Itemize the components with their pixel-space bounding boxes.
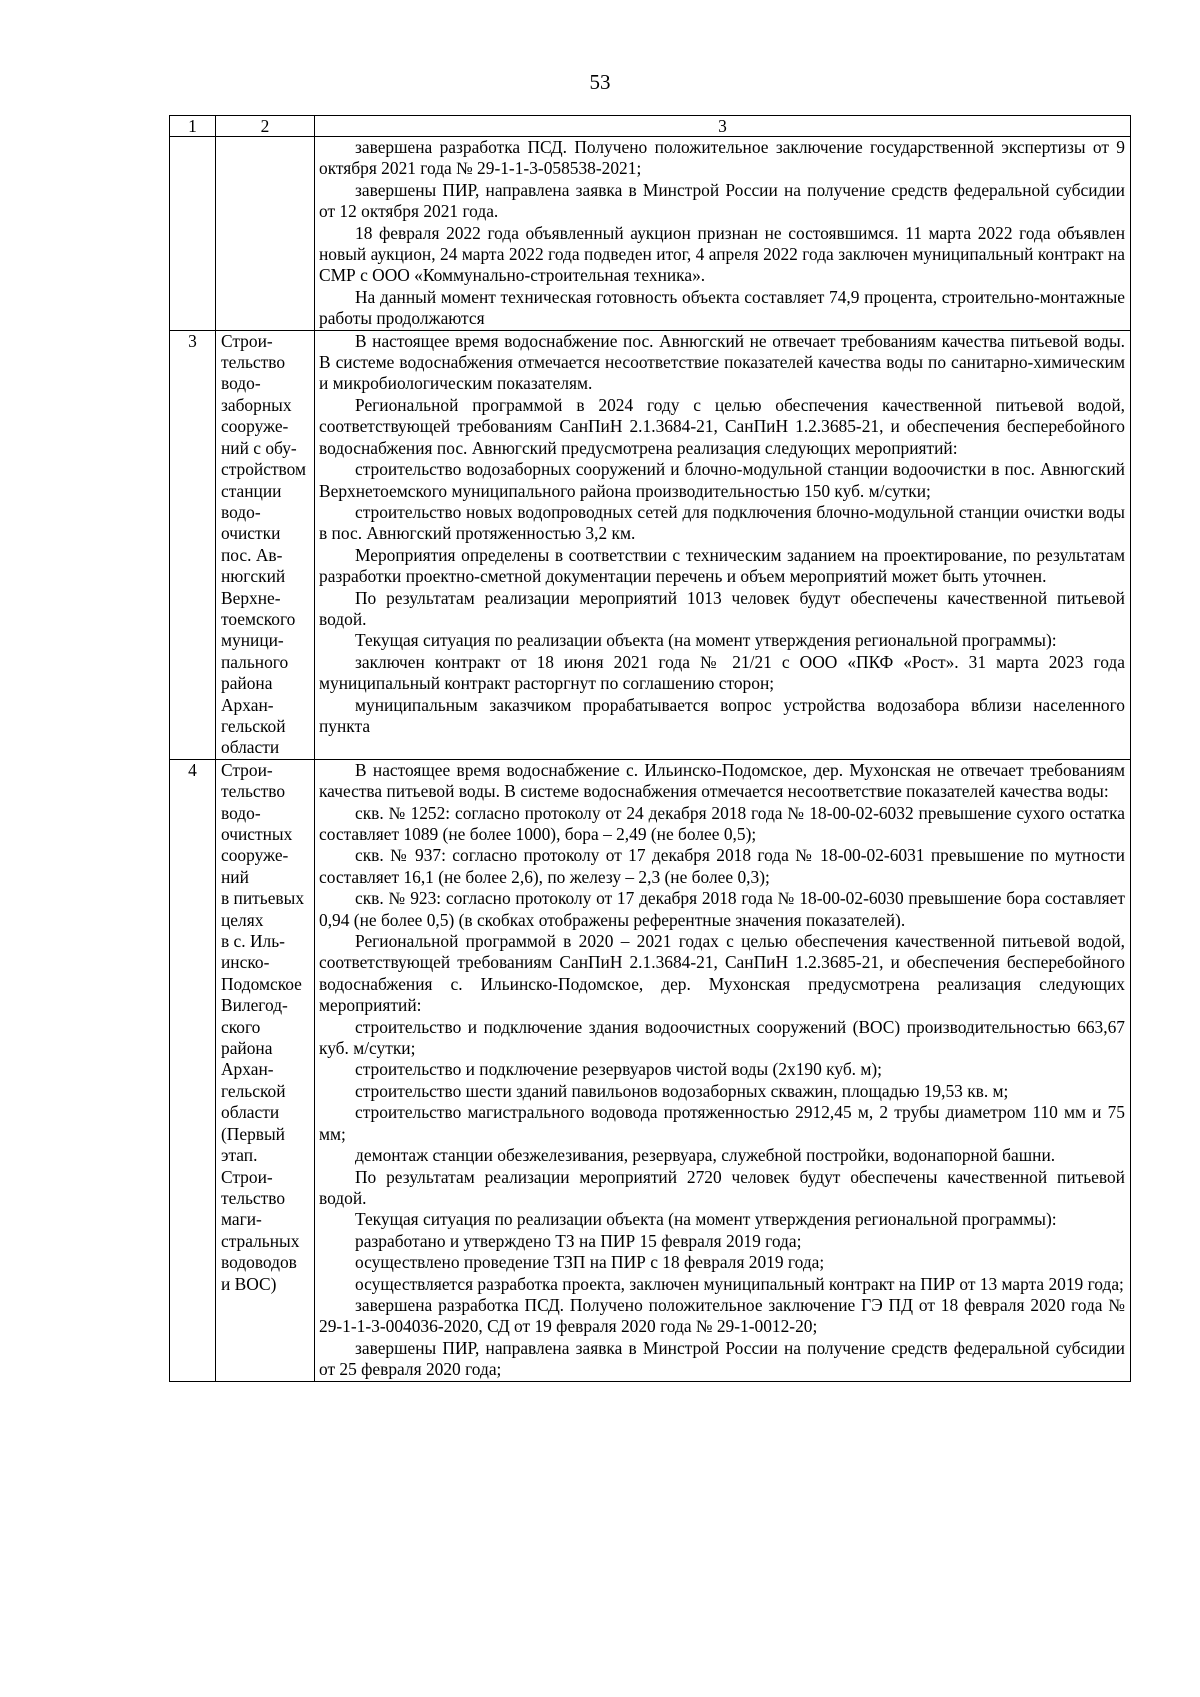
- table-row: [170, 137, 1131, 331]
- object-name-line: Строи-: [221, 330, 273, 351]
- object-name-line: ского: [221, 1016, 261, 1037]
- description-paragraph: В настоящее время водоснабжение пос. Авнюгский не отвечает требованиям качества питьевой воды. В системе водоснабжения отмечается несоответствие показателей качества воды по санитарно-химическим и микробиологическим показателям.: [319, 330, 1125, 394]
- table-row: [170, 759, 1131, 1381]
- object-name-line: в питьевых: [221, 888, 305, 909]
- header-cell-1: 1: [170, 116, 216, 137]
- object-name-line: и ВОС): [221, 1273, 277, 1294]
- description-cell: [315, 137, 1131, 331]
- description-paragraph: скв. № 1252: согласно протоколу от 24 декабря 2018 года № 18-00-02-6032 превышение сухого остатка составляет 1089 (не более 1000), бора – 2,49 (не более 0,5);: [319, 802, 1125, 844]
- object-name-line: тельство: [221, 352, 286, 373]
- header-cell-2: 2: [216, 116, 315, 137]
- description-paragraph: По результатам реализации мероприятий 2720 человек будут обеспечены качественной питьевой водой.: [319, 1166, 1125, 1208]
- object-name-line: целях: [221, 909, 264, 930]
- object-name-line: нюгский: [221, 566, 286, 587]
- object-name-line: в с. Иль-: [221, 931, 285, 952]
- description-paragraph: 18 февраля 2022 года объявленный аукцион признан не состоявшимся. 11 марта 2022 года объявлен новый аукцион, 24 марта 2022 года подведен итог, 4 апреля 2022 года заключен муниципальный контракт на СМР с ООО «Коммунально-строительная техника».: [319, 222, 1125, 286]
- description-paragraph: В настоящее время водоснабжение с. Ильинско-Подомское, дер. Мухонская не отвечает требованиям качества питьевой воды. В системе водоснабжения отмечается несоответствие показателей качества воды:: [319, 759, 1125, 802]
- object-name-line: тельство: [221, 1187, 286, 1208]
- object-name-line: водо-: [221, 802, 261, 823]
- description-paragraph: муниципальным заказчиком прорабатывается вопрос устройства водозабора вблизи населенного пункта: [319, 694, 1125, 736]
- description-paragraph: осуществлено проведение ТЗП на ПИР с 18 февраля 2019 года;: [355, 1252, 825, 1273]
- table-body: [170, 137, 1131, 1382]
- object-name-line: водо-: [221, 501, 261, 522]
- description-paragraph: завершена разработка ПСД. Получено положительное заключение ГЭ ПД от 18 февраля 2020 года № 29-1-1-3-004036-2020, СД от 19 февраля 2020 года № 29-1-0012-20;: [319, 1294, 1125, 1337]
- object-name-line: Строи-: [221, 759, 273, 780]
- description-paragraph: строительство магистрального водовода протяженностью 2912,45 м, 2 трубы диаметром 110 мм и 75 мм;: [319, 1102, 1125, 1144]
- description-paragraph: Мероприятия определены в соответствии с техническим заданием на проектирование, по результатам разработки проектно-сметной документации перечень и объем мероприятий может быть уточнен.: [319, 544, 1125, 587]
- object-name-line: этап.: [221, 1145, 258, 1166]
- description-paragraph: По результатам реализации мероприятий 1013 человек будут обеспечены качественной питьевой водой.: [319, 587, 1125, 629]
- description-paragraph: строительство шести зданий павильонов водозаборных скважин, площадью 19,53 кв. м;: [355, 1080, 1009, 1101]
- object-name-line: Строи-: [221, 1166, 273, 1187]
- object-name-line: маги-: [221, 1209, 262, 1230]
- object-name-line: муници-: [221, 630, 284, 651]
- object-name-line: очистки: [221, 523, 281, 544]
- description-paragraph: заключен контракт от 18 июня 2021 года № 21/21 с ООО «ПКФ «Рост». 31 марта 2023 года муниципальный контракт расторгнут по соглашению сторон;: [319, 651, 1125, 694]
- description-paragraph: строительство водозаборных сооружений и блочно-модульной станции водоочистки в пос. Авнюгский Верхнетоемского муниципального района производительностью 150 куб. м/сутки;: [319, 459, 1125, 501]
- page-number: 53: [589, 70, 611, 94]
- object-name-cell: [216, 330, 315, 759]
- object-name-line: Архан-: [221, 1059, 274, 1080]
- description-paragraph: скв. № 923: согласно протоколу от 17 декабря 2018 года № 18-00-02-6030 превышение бора составляет 0,94 (не более 0,5) (в скобках отображены референтные значения показателей).: [319, 888, 1125, 930]
- table-header-row: [170, 116, 1131, 137]
- object-name-line: сооруже-: [221, 845, 289, 866]
- table-row: [170, 330, 1131, 759]
- description-paragraph: строительство и подключение резервуаров чистой воды (2х190 куб. м);: [355, 1059, 882, 1080]
- object-name-line: водо-: [221, 373, 261, 394]
- object-name-line: Верхне-: [221, 587, 281, 608]
- description-paragraph: разработано и утверждено ТЗ на ПИР 15 февраля 2019 года;: [355, 1230, 802, 1251]
- object-name-line: тельство: [221, 781, 286, 802]
- object-name-line: стральных: [221, 1230, 300, 1251]
- object-name-line: сооруже-: [221, 416, 289, 437]
- object-name-line: тоемского: [221, 608, 296, 629]
- object-name-line: водоводов: [221, 1252, 297, 1273]
- description-paragraph: демонтаж станции обезжелезивания, резервуара, служебной постройки, водонапорной башни.: [355, 1145, 1056, 1166]
- object-name-line: инско-: [221, 952, 270, 973]
- row-number: [170, 137, 216, 331]
- object-name-cell: [216, 137, 315, 331]
- object-name-line: пос. Ав-: [221, 544, 283, 565]
- object-name-line: гельской: [221, 715, 286, 736]
- object-name-line: ний: [221, 866, 249, 887]
- program-table: [169, 115, 1131, 1382]
- object-name-line: района: [221, 1038, 273, 1059]
- description-paragraph: Региональной программой в 2020 – 2021 годах с целью обеспечения качественной питьевой водой, соответствующей требованиям СанПиН 2.1.3684-21, СанПиН 1.2.3685-21, и обеспечения бесперебойного водоснабжения с. Ильинско-Подомское, дер. Мухонская предусмотрена реализация следующих мероприятий:: [319, 931, 1125, 1016]
- description-paragraph: скв. № 937: согласно протоколу от 17 декабря 2018 года № 18-00-02-6031 превышение по мутности составляет 16,1 (не более 2,6), по железу – 2,3 (не более 0,3);: [319, 845, 1125, 887]
- description-paragraph: Региональной программой в 2024 году с целью обеспечения качественной питьевой водой, соответствующей требованиям СанПиН 2.1.3684-21, СанПиН 1.2.3685-21, и обеспечения бесперебойного водоснабжения пос. Авнюгский предусмотрена реализация следующих мероприятий:: [319, 394, 1125, 458]
- header-cell-3: 3: [315, 116, 1131, 137]
- description-paragraph: осуществляется разработка проекта, заключен муниципальный контракт на ПИР от 13 марта 2019 года;: [355, 1273, 1124, 1294]
- description-paragraph: строительство новых водопроводных сетей для подключения блочно-модульной станции очистки воды в пос. Авнюгский протяженностью 3,2 км.: [319, 501, 1125, 544]
- object-name-line: гельской: [221, 1080, 286, 1101]
- object-name-line: пального: [221, 651, 289, 672]
- object-name-line: (Первый: [221, 1123, 285, 1144]
- description-paragraph: завершены ПИР, направлена заявка в Минстрой России на получение средств федеральной субсидии от 12 октября 2021 года.: [319, 179, 1125, 222]
- object-name-line: области: [221, 1102, 280, 1123]
- object-name-line: Подомское: [221, 973, 302, 994]
- object-name-cell: [216, 759, 315, 1381]
- description-paragraph: завершена разработка ПСД. Получено положительное заключение государственной экспертизы от 9 октября 2021 года № 29-1-1-3-058538-2021;: [319, 137, 1125, 179]
- description-paragraph: строительство и подключение здания водоочистных сооружений (ВОС) производительностью 663,67 куб. м/сутки;: [319, 1016, 1125, 1059]
- description-paragraph: Текущая ситуация по реализации объекта (на момент утверждения региональной программы):: [355, 1209, 1057, 1230]
- object-name-line: Архан-: [221, 694, 274, 715]
- description-cell: [315, 759, 1131, 1381]
- object-name-line: района: [221, 673, 273, 694]
- description-paragraph: На данный момент техническая готовность объекта составляет 74,9 процента, строительно-монтажные работы продолжаются: [319, 286, 1125, 329]
- description-cell: [315, 330, 1131, 759]
- object-name-line: области: [221, 737, 280, 758]
- object-name-line: станции: [221, 480, 282, 501]
- row-number: 4: [170, 759, 216, 1381]
- object-name-line: очистных: [221, 824, 293, 844]
- object-name-line: ний с обу-: [221, 437, 297, 458]
- description-paragraph: Текущая ситуация по реализации объекта (на момент утверждения региональной программы):: [355, 630, 1057, 651]
- object-name-line: стройством: [221, 459, 307, 480]
- row-number: 3: [170, 330, 216, 759]
- object-name-line: заборных: [221, 394, 292, 415]
- description-paragraph: завершены ПИР, направлена заявка в Минстрой России на получение средств федеральной субсидии от 25 февраля 2020 года;: [319, 1337, 1125, 1380]
- object-name-line: Вилегод-: [221, 995, 288, 1016]
